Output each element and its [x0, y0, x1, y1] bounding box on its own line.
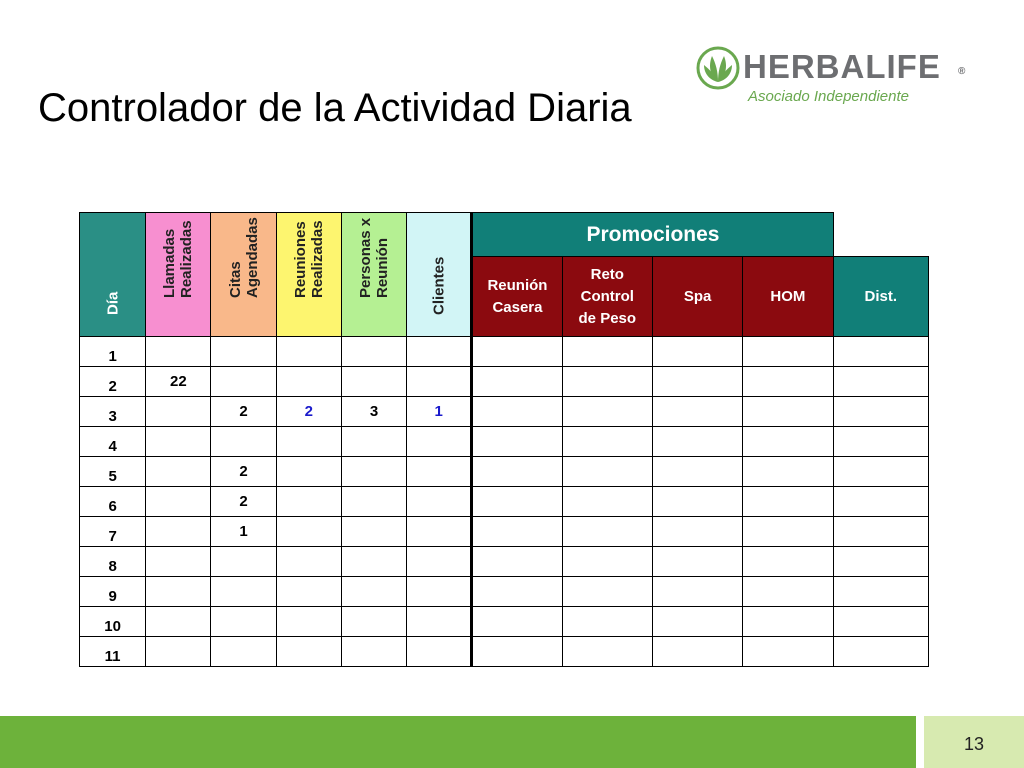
- cell-clientes[interactable]: [407, 367, 472, 397]
- cell-reunion-casera[interactable]: [472, 337, 562, 367]
- cell-spa[interactable]: [652, 337, 742, 367]
- cell-hom[interactable]: [743, 397, 833, 427]
- table-row: [80, 457, 929, 487]
- header-citas: [211, 213, 276, 337]
- cell-spa[interactable]: [652, 607, 742, 637]
- cell-llamadas[interactable]: [146, 637, 211, 667]
- cell-personas[interactable]: [341, 457, 406, 487]
- cell-reto-control-peso[interactable]: [562, 427, 652, 457]
- cell-spa[interactable]: [652, 367, 742, 397]
- cell-dia[interactable]: 9: [80, 577, 146, 607]
- cell-clientes[interactable]: [407, 637, 472, 667]
- header-spa: Spa: [652, 257, 742, 337]
- table-row: [80, 337, 929, 367]
- cell-personas[interactable]: [341, 427, 406, 457]
- cell-dist[interactable]: [833, 637, 928, 667]
- cell-dist[interactable]: [833, 607, 928, 637]
- header-dia-label: Día: [104, 291, 122, 315]
- cell-dia[interactable]: 4: [80, 427, 146, 457]
- header-clientes-label: Clientes: [430, 256, 448, 315]
- cell-spa[interactable]: [652, 577, 742, 607]
- cell-dia[interactable]: 11: [80, 637, 146, 667]
- cell-personas[interactable]: [341, 607, 406, 637]
- footer-bar: [0, 716, 916, 768]
- cell-dist[interactable]: [833, 577, 928, 607]
- page-number: 13: [963, 734, 985, 754]
- cell-hom[interactable]: [743, 457, 833, 487]
- table-row: [80, 487, 929, 517]
- cell-reuniones[interactable]: [276, 517, 341, 547]
- cell-reto-control-peso[interactable]: [562, 337, 652, 367]
- slide-title: Controlador de la Actividad Diaria: [38, 86, 632, 130]
- cell-reunion-casera[interactable]: [472, 637, 562, 667]
- header-clientes: [407, 213, 472, 337]
- cell-hom[interactable]: [743, 487, 833, 517]
- cell-citas[interactable]: 1: [211, 517, 276, 547]
- cell-personas[interactable]: [341, 577, 406, 607]
- cell-dia[interactable]: 2: [80, 367, 146, 397]
- table-row: [80, 637, 929, 667]
- cell-personas[interactable]: 3: [341, 397, 406, 427]
- herbalife-logo: [696, 46, 976, 106]
- cell-reuniones[interactable]: [276, 637, 341, 667]
- table-row: [80, 517, 929, 547]
- cell-reuniones[interactable]: [276, 577, 341, 607]
- cell-reto-control-peso[interactable]: [562, 577, 652, 607]
- cell-dist[interactable]: [833, 457, 928, 487]
- cell-dist[interactable]: [833, 547, 928, 577]
- cell-llamadas[interactable]: [146, 547, 211, 577]
- cell-reunion-casera[interactable]: [472, 487, 562, 517]
- cell-reuniones[interactable]: [276, 337, 341, 367]
- footer-page-box: [924, 716, 1024, 768]
- table-row: [80, 577, 929, 607]
- cell-reto-control-peso[interactable]: [562, 487, 652, 517]
- cell-hom[interactable]: [743, 607, 833, 637]
- cell-hom[interactable]: [743, 427, 833, 457]
- cell-dia[interactable]: 7: [80, 517, 146, 547]
- cell-llamadas[interactable]: [146, 427, 211, 457]
- cell-hom[interactable]: [743, 637, 833, 667]
- cell-reunion-casera[interactable]: [472, 367, 562, 397]
- cell-clientes[interactable]: [407, 517, 472, 547]
- cell-dia[interactable]: 5: [80, 457, 146, 487]
- cell-spa[interactable]: [652, 397, 742, 427]
- cell-reunion-casera[interactable]: [472, 517, 562, 547]
- cell-reto-control-peso[interactable]: [562, 457, 652, 487]
- cell-hom[interactable]: [743, 577, 833, 607]
- header-dia: [80, 213, 146, 337]
- header-reto-control-peso: Reto Control de Peso: [562, 257, 652, 337]
- cell-reto-control-peso[interactable]: [562, 367, 652, 397]
- header-dist: Dist.: [833, 257, 928, 337]
- herbalife-leaf-icon: [696, 46, 740, 90]
- cell-llamadas[interactable]: [146, 397, 211, 427]
- table-body: [80, 337, 929, 667]
- cell-clientes[interactable]: [407, 577, 472, 607]
- cell-reuniones[interactable]: [276, 427, 341, 457]
- cell-clientes[interactable]: [407, 337, 472, 367]
- cell-citas[interactable]: [211, 337, 276, 367]
- cell-llamadas[interactable]: [146, 577, 211, 607]
- table-row: [80, 367, 929, 397]
- header-personas-label: Personas x Reunión: [356, 217, 391, 298]
- cell-llamadas[interactable]: [146, 337, 211, 367]
- cell-hom[interactable]: [743, 367, 833, 397]
- cell-citas[interactable]: 2: [211, 397, 276, 427]
- header-citas-label: Citas Agendadas: [226, 217, 261, 298]
- cell-reunion-casera[interactable]: [472, 547, 562, 577]
- cell-spa[interactable]: [652, 487, 742, 517]
- cell-citas[interactable]: 2: [211, 487, 276, 517]
- cell-spa[interactable]: [652, 637, 742, 667]
- cell-spa[interactable]: [652, 547, 742, 577]
- cell-citas[interactable]: [211, 427, 276, 457]
- cell-citas[interactable]: [211, 367, 276, 397]
- cell-reuniones[interactable]: [276, 547, 341, 577]
- cell-personas[interactable]: [341, 487, 406, 517]
- logo-name: HERBALIFE: [743, 48, 941, 85]
- activity-tracker-table: [79, 212, 929, 667]
- cell-personas[interactable]: [341, 637, 406, 667]
- cell-personas[interactable]: [341, 337, 406, 367]
- header-hom: HOM: [743, 257, 833, 337]
- cell-hom[interactable]: [743, 547, 833, 577]
- cell-citas[interactable]: [211, 577, 276, 607]
- cell-dist[interactable]: [833, 397, 928, 427]
- cell-reunion-casera[interactable]: [472, 427, 562, 457]
- cell-citas[interactable]: [211, 607, 276, 637]
- cell-citas[interactable]: 2: [211, 457, 276, 487]
- cell-llamadas[interactable]: [146, 457, 211, 487]
- logo-subtitle: Asociado Independiente: [748, 88, 909, 105]
- table-row: [80, 427, 929, 457]
- cell-dist[interactable]: [833, 367, 928, 397]
- cell-citas[interactable]: [211, 637, 276, 667]
- cell-spa[interactable]: [652, 427, 742, 457]
- cell-clientes[interactable]: [407, 457, 472, 487]
- cell-dist[interactable]: [833, 337, 928, 367]
- header-llamadas: [146, 213, 211, 337]
- cell-clientes[interactable]: [407, 607, 472, 637]
- cell-reto-control-peso[interactable]: [562, 547, 652, 577]
- cell-reuniones[interactable]: [276, 487, 341, 517]
- cell-personas[interactable]: [341, 547, 406, 577]
- cell-reto-control-peso[interactable]: [562, 607, 652, 637]
- table-row: [80, 397, 929, 427]
- cell-reto-control-peso[interactable]: [562, 397, 652, 427]
- cell-dist[interactable]: [833, 487, 928, 517]
- cell-spa[interactable]: [652, 457, 742, 487]
- cell-hom[interactable]: [743, 517, 833, 547]
- header-blank: [833, 213, 928, 257]
- cell-llamadas[interactable]: [146, 517, 211, 547]
- cell-dist[interactable]: [833, 517, 928, 547]
- cell-clientes[interactable]: [407, 427, 472, 457]
- header-reuniones-label: Reuniones Realizadas: [291, 220, 326, 298]
- header-promociones: Promociones: [472, 213, 833, 257]
- table-row: [80, 547, 929, 577]
- cell-llamadas[interactable]: [146, 487, 211, 517]
- cell-clientes[interactable]: [407, 547, 472, 577]
- header-personas: [341, 213, 406, 337]
- cell-reuniones[interactable]: 2: [276, 397, 341, 427]
- cell-reto-control-peso[interactable]: [562, 517, 652, 547]
- cell-llamadas[interactable]: 22: [146, 367, 211, 397]
- header-reuniones: [276, 213, 341, 337]
- cell-llamadas[interactable]: [146, 607, 211, 637]
- cell-personas[interactable]: [341, 367, 406, 397]
- cell-dia[interactable]: 6: [80, 487, 146, 517]
- cell-reuniones[interactable]: [276, 607, 341, 637]
- cell-reunion-casera[interactable]: [472, 607, 562, 637]
- cell-dia[interactable]: 10: [80, 607, 146, 637]
- cell-citas[interactable]: [211, 547, 276, 577]
- cell-dia[interactable]: 3: [80, 397, 146, 427]
- table-row: [80, 607, 929, 637]
- cell-dia[interactable]: 1: [80, 337, 146, 367]
- cell-clientes[interactable]: [407, 487, 472, 517]
- cell-reuniones[interactable]: [276, 457, 341, 487]
- header-reunion-casera: Reunión Casera: [472, 257, 562, 337]
- cell-hom[interactable]: [743, 337, 833, 367]
- cell-reunion-casera[interactable]: [472, 397, 562, 427]
- activity-table-wrapper: [79, 212, 929, 682]
- header-llamadas-label: Llamadas Realizadas: [161, 220, 196, 298]
- cell-spa[interactable]: [652, 517, 742, 547]
- cell-reto-control-peso[interactable]: [562, 637, 652, 667]
- cell-clientes[interactable]: 1: [407, 397, 472, 427]
- cell-personas[interactable]: [341, 517, 406, 547]
- cell-reunion-casera[interactable]: [472, 577, 562, 607]
- cell-dist[interactable]: [833, 427, 928, 457]
- cell-reunion-casera[interactable]: [472, 457, 562, 487]
- cell-reuniones[interactable]: [276, 367, 341, 397]
- logo-registered-mark: ®: [958, 66, 966, 77]
- cell-dia[interactable]: 8: [80, 547, 146, 577]
